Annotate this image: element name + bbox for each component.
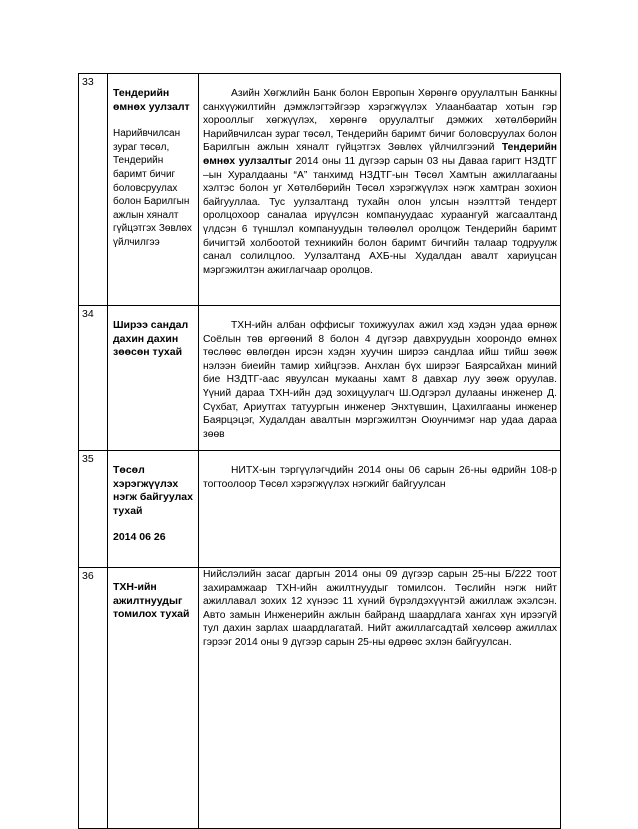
description-text: 2014 оны 11 дүгээр сарын 03 ны Даваа гаригт НЗДТГ –ын Хуралдааны “А” танхимд НЗДТГ-ын Төсөл Хамтын ажиллагааны хэлтэс болон уг Хөтөлбөрийн Төсөл хэрэгжүүлэх нэгж хамтран зохион байгууллаа. Тус уулзалтанд тухайн олон улсын нээлттэй тендерт оролцохоор саналаа ирүүлсэн компануудаас хураангуй жагсаалтанд үлдсэн 6 түншлэл компануудын төлөөлөл оролцож Тендерийн баримт бичигтэй холбоотой техникийн болон баримт бичгийн талаар тодруулж санал солилцлоо. Уулзалтанд АХБ-ны Худалдан авалт хариуцсан мэргэжилтэн ажиглагчаар оролцов.: [203, 155, 557, 276]
description-text: Азийн Хөгжлийн Банк болон Европын Хөрөнгө оруулалтын Банкны санхүүжилтийн дэмжлэгтэйгээр хэрэгжүүлэх Улаанбаатар хотын гэр хорооллыг хөгжүүлэх, хөрөнгө оруулалтыг дэмжих хөтөлбөрийн Нарийвчилсан зураг төсөл, Тендерийн баримт бичиг боловсруулах болон Барилгын ажлын хяналт гүйцэтгэх Зөвлөх үйлчилгээний: [203, 88, 557, 154]
row-description: НИТХ-ын тэргүүлэгчдийн 2014 оны 06 сарын 26-ны өдрийн 108-р тогтоолоор Төсөл хэрэгжүүлэх нэгжийг байгуулсан: [203, 465, 557, 490]
row-number: 33: [82, 76, 94, 88]
row-title: Төсөл хэрэгжүүлэх нэгж байгуулах тухай: [113, 464, 193, 517]
table-row: [79, 306, 561, 451]
minutes-table: [78, 73, 561, 829]
table-row: [79, 568, 561, 829]
topic-cell: [108, 306, 199, 451]
description-cell: [199, 306, 561, 451]
row-title: Тендерийн өмнөх уулзалт: [113, 87, 190, 113]
row-number: 35: [82, 453, 94, 465]
row-subtitle: Нарийвчилсан зураг төсөл, Тендерийн баримт бичиг боловсруулах болон Барилгын ажлын хяналт гүйцэтгэх Зөвлөх үйлчилгээ: [113, 128, 192, 248]
row-number-cell: [79, 306, 108, 451]
row-number: 34: [82, 308, 94, 320]
row-description: [199, 87, 560, 277]
topic-cell: [108, 74, 199, 306]
row-title: ТХН-ийн ажилтнуудыг томилох тухай: [113, 581, 190, 621]
table-row: [79, 74, 561, 306]
description-cell: [199, 451, 561, 568]
description-bold-text: Тендерийн өмнөх уулзалтыг: [203, 142, 557, 167]
topic-cell: [108, 568, 199, 829]
row-number: 36: [82, 570, 94, 582]
row-number-cell: [79, 451, 108, 568]
row-title: Ширээ сандал дахин дахин зөөсөн тухай: [113, 319, 189, 359]
row-number-cell: [79, 74, 108, 306]
topic-cell: [108, 451, 199, 568]
row-number-cell: [79, 568, 108, 829]
row-description: ТХН-ийн албан оффисыг тохижуулах ажил хэд хэдэн удаа өрнөж Соёлын төв өргөөний 8 болон 4 дүгээр давхруудын хоорондо өмнөх төслөөс өвлөгдөн ирсэн хэдэн хуучин ширээ сандлаа ийш тийш зөөж нэлээн биеийн тамир хийцгээв. Анхлан бүх ширээг Баярсайхан миний бие НЗДТГ-аас явуулсан мукааны хамт 8 давхар луу зөөж оруулав. Үүний дараа ТХН-ийн дэд зохицуулагч Ш.Одгэрэл дулааны инженер Д. Сүхбат, Ариутгах татуургын инженер Энхтүвшин, Цахилгааны инженер Баярцэцэг, Худалдан авалтын мэргэжилтэн Оюунчимэг нар удаа дараа зөөв: [203, 320, 557, 440]
row-description: Нийслэлийн засаг даргын 2014 оны 09 дүгээр сарын 25-ны Б/222 тоот захирамжаар ТХН-ийн ажилтнуудыг томилсон. Төслийн нэгж нийт ажиллавал зохих 12 хүнээс 11 хүний бүрэлдэхүүнтэй ажиллаж эхэлсэн. Авто замын Инженерийн ажлын байранд шаардлага хангах хүн ирээгүй тул дахин зарлах шаардлагатай. Нийт ажиллагсадтай хөлсөөр ажиллах гэрээг 2014 оны 9 дүгээр сарын 25-ны өдрөөс эхлэн байгуулсан.: [203, 569, 557, 648]
row-date: 2014 06 26: [113, 531, 166, 544]
table-row: [79, 451, 561, 568]
description-cell: [199, 568, 561, 829]
description-cell: [199, 74, 561, 306]
